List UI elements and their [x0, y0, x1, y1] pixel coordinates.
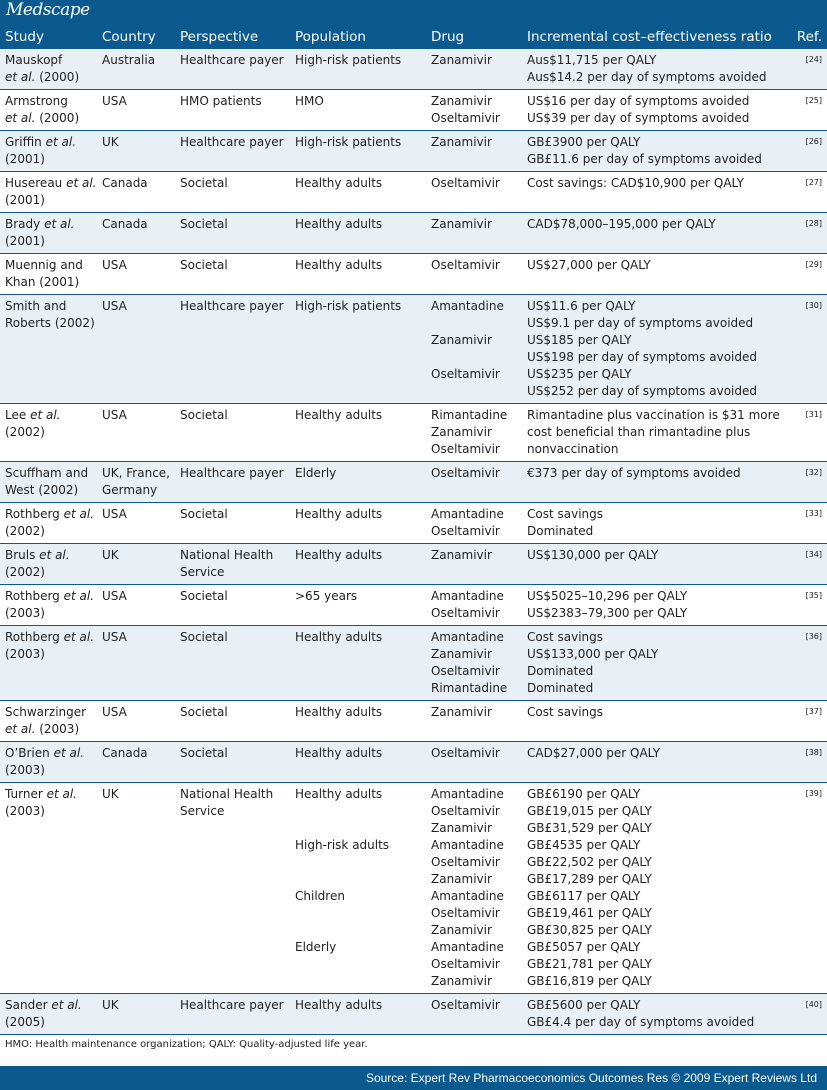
cell-icer: CAD$78,000–195,000 per QALY	[522, 213, 787, 254]
cell-drug: Zanamivir	[426, 131, 522, 172]
source-bar	[0, 1066, 827, 1090]
cell-country: USA	[97, 254, 175, 295]
cell-drug: Amantadine Zanamivir Oseltamivir	[426, 295, 522, 404]
cell-perspective: Healthcare payer	[175, 295, 290, 404]
cell-country: Canada	[97, 213, 175, 254]
cell-population: Healthy adults	[290, 213, 426, 254]
cell-study: Smith and Roberts (2002)	[0, 295, 97, 404]
table-row	[0, 701, 827, 742]
cell-population: HMO	[290, 90, 426, 131]
table-row	[0, 213, 827, 254]
cell-icer: CAD$27,000 per QALY	[522, 742, 787, 783]
cell-population: Healthy adults	[290, 404, 426, 462]
cell-icer: US$5025–10,296 per QALY US$2383–79,300 per QALY	[522, 585, 787, 626]
cell-drug: Amantadine Oseltamivir	[426, 503, 522, 544]
cell-population: Healthy adults High-risk adults Children Elderly	[290, 783, 426, 994]
header-study: Study	[0, 25, 97, 49]
cell-study: Griffin et al. (2001)	[0, 131, 97, 172]
cell-population: Healthy adults	[290, 994, 426, 1035]
cell-drug: Zanamivir Oseltamivir	[426, 90, 522, 131]
cell-ref: [30]	[787, 295, 827, 404]
cell-ref: [36]	[787, 626, 827, 701]
cell-study: Bruls et al. (2002)	[0, 544, 97, 585]
table-row	[0, 49, 827, 90]
cell-icer: Cost savings: CAD$10,900 per QALY	[522, 172, 787, 213]
cell-population: Healthy adults	[290, 701, 426, 742]
cell-population: Healthy adults	[290, 742, 426, 783]
cell-perspective: Societal	[175, 585, 290, 626]
cell-perspective: Healthcare payer	[175, 49, 290, 90]
cell-perspective: Societal	[175, 701, 290, 742]
cell-country: USA	[97, 701, 175, 742]
cell-country: UK	[97, 994, 175, 1035]
cell-icer: US$27,000 per QALY	[522, 254, 787, 295]
table-row	[0, 90, 827, 131]
cell-country: USA	[97, 585, 175, 626]
table-row	[0, 544, 827, 585]
cell-perspective: Healthcare payer	[175, 462, 290, 503]
cell-country: USA	[97, 295, 175, 404]
medscape-logo: Medscape	[6, 0, 90, 20]
cost-effectiveness-table	[0, 25, 827, 1035]
cell-icer: US$11.6 per QALY US$9.1 per day of symptoms avoided US$185 per QALY US$198 per day of symptoms avoided US$235 per QALY US$252 per day of symptoms avoided	[522, 295, 787, 404]
cell-icer: Cost savings US$133,000 per QALY Dominated Dominated	[522, 626, 787, 701]
cell-ref: [33]	[787, 503, 827, 544]
cell-perspective: Societal	[175, 404, 290, 462]
cell-study: Muennig and Khan (2001)	[0, 254, 97, 295]
cell-drug: Amantadine Zanamivir Oseltamivir Rimantadine	[426, 626, 522, 701]
cell-drug: Amantadine Oseltamivir Zanamivir Amantadine Oseltamivir Zanamivir Amantadine Oseltamivir Zanamivir Amantadine Oseltamivir Zanamivir	[426, 783, 522, 994]
table-footnote: HMO: Health maintenance organization; QALY: Quality-adjusted life year.	[5, 1039, 368, 1050]
cell-population: Healthy adults	[290, 254, 426, 295]
cell-study: Sander et al. (2005)	[0, 994, 97, 1035]
cell-study: Rothberg et al. (2002)	[0, 503, 97, 544]
cell-drug: Rimantadine Zanamivir Oseltamivir	[426, 404, 522, 462]
table-header-row	[0, 25, 827, 49]
cell-icer: Cost savings Dominated	[522, 503, 787, 544]
cell-perspective: Societal	[175, 254, 290, 295]
table-row	[0, 994, 827, 1035]
cell-icer: GB£5600 per QALY GB£4.4 per day of symptoms avoided	[522, 994, 787, 1035]
cell-study: Turner et al. (2003)	[0, 783, 97, 994]
source-text: Source: Expert Rev Pharmacoeconomics Outcomes Res © 2009 Expert Reviews Ltd	[365, 1071, 817, 1085]
cell-drug: Oseltamivir	[426, 462, 522, 503]
cell-perspective: National Health Service	[175, 783, 290, 994]
cell-country: UK	[97, 783, 175, 994]
cell-population: Healthy adults	[290, 544, 426, 585]
cell-population: Elderly	[290, 462, 426, 503]
table-row	[0, 254, 827, 295]
cell-perspective: Societal	[175, 503, 290, 544]
cell-country: Australia	[97, 49, 175, 90]
cell-ref: [28]	[787, 213, 827, 254]
cell-study: Armstrong et al. (2000)	[0, 90, 97, 131]
cell-drug: Zanamivir	[426, 49, 522, 90]
table-row	[0, 172, 827, 213]
cell-drug: Oseltamivir	[426, 254, 522, 295]
cell-drug: Zanamivir	[426, 213, 522, 254]
table-row	[0, 742, 827, 783]
cell-ref: [24]	[787, 49, 827, 90]
cell-perspective: Societal	[175, 626, 290, 701]
cell-perspective: Societal	[175, 172, 290, 213]
cell-icer: €373 per day of symptoms avoided	[522, 462, 787, 503]
cell-ref: [35]	[787, 585, 827, 626]
cell-population: Healthy adults	[290, 503, 426, 544]
cell-icer: US$130,000 per QALY	[522, 544, 787, 585]
cell-drug: Oseltamivir	[426, 994, 522, 1035]
header-icer: Incremental cost–effectiveness ratio	[522, 25, 787, 49]
cell-ref: [34]	[787, 544, 827, 585]
cell-ref: [25]	[787, 90, 827, 131]
cell-perspective: National Health Service	[175, 544, 290, 585]
cell-icer: US$16 per day of symptoms avoided US$39 per day of symptoms avoided	[522, 90, 787, 131]
header-ref: Ref.	[787, 25, 827, 49]
cell-ref: [37]	[787, 701, 827, 742]
cell-study: Brady et al. (2001)	[0, 213, 97, 254]
cell-study: Lee et al. (2002)	[0, 404, 97, 462]
cell-drug: Amantadine Oseltamivir	[426, 585, 522, 626]
cell-country: USA	[97, 503, 175, 544]
header-population: Population	[290, 25, 426, 49]
header-country: Country	[97, 25, 175, 49]
table-row	[0, 462, 827, 503]
table-row	[0, 626, 827, 701]
cell-study: O’Brien et al. (2003)	[0, 742, 97, 783]
cell-icer: GB£6190 per QALY GB£19,015 per QALY GB£31,529 per QALY GB£4535 per QALY GB£22,502 per QALY GB£17,289 per QALY GB£6117 per QALY GB£19,461 per QALY GB£30,825 per QALY GB£5057 per QALY GB£21,781 per QALY GB£16,819 per QALY	[522, 783, 787, 994]
cell-study: Scuffham and West (2002)	[0, 462, 97, 503]
cell-drug: Oseltamivir	[426, 742, 522, 783]
cell-population: Healthy adults	[290, 172, 426, 213]
cell-country: UK, France, Germany	[97, 462, 175, 503]
cell-ref: [40]	[787, 994, 827, 1035]
cell-country: USA	[97, 90, 175, 131]
table-row	[0, 783, 827, 994]
cell-study: Mauskopf et al. (2000)	[0, 49, 97, 90]
cell-drug: Oseltamivir	[426, 172, 522, 213]
cell-country: USA	[97, 626, 175, 701]
cell-population: High-risk patients	[290, 49, 426, 90]
cell-population: >65 years	[290, 585, 426, 626]
cell-icer: Rimantadine plus vaccination is $31 more cost beneficial than rimantadine plus nonvaccination	[522, 404, 787, 462]
table-body	[0, 49, 827, 1035]
table-row	[0, 404, 827, 462]
table-row	[0, 585, 827, 626]
cell-perspective: Societal	[175, 213, 290, 254]
cell-study: Schwarzinger et al. (2003)	[0, 701, 97, 742]
table-row	[0, 295, 827, 404]
cell-perspective: Healthcare payer	[175, 994, 290, 1035]
cell-icer: Aus$11,715 per QALY Aus$14.2 per day of symptoms avoided	[522, 49, 787, 90]
cell-ref: [29]	[787, 254, 827, 295]
cell-country: Canada	[97, 742, 175, 783]
cell-study: Rothberg et al. (2003)	[0, 585, 97, 626]
table-row	[0, 503, 827, 544]
cell-study: Husereau et al. (2001)	[0, 172, 97, 213]
header-drug: Drug	[426, 25, 522, 49]
cell-population: Healthy adults	[290, 626, 426, 701]
cell-drug: Zanamivir	[426, 544, 522, 585]
cell-ref: [27]	[787, 172, 827, 213]
cell-country: USA	[97, 404, 175, 462]
cell-country: UK	[97, 131, 175, 172]
cell-perspective: Societal	[175, 742, 290, 783]
header-perspective: Perspective	[175, 25, 290, 49]
cell-ref: [39]	[787, 783, 827, 994]
cell-country: UK	[97, 544, 175, 585]
cell-perspective: Healthcare payer	[175, 131, 290, 172]
cell-population: High-risk patients	[290, 131, 426, 172]
top-banner	[0, 0, 827, 25]
cell-ref: [38]	[787, 742, 827, 783]
table-row	[0, 131, 827, 172]
cell-ref: [32]	[787, 462, 827, 503]
cell-icer: GB£3900 per QALY GB£11.6 per day of symptoms avoided	[522, 131, 787, 172]
cell-drug: Zanamivir	[426, 701, 522, 742]
cell-population: High-risk patients	[290, 295, 426, 404]
cell-country: Canada	[97, 172, 175, 213]
cell-study: Rothberg et al. (2003)	[0, 626, 97, 701]
cell-perspective: HMO patients	[175, 90, 290, 131]
cell-ref: [31]	[787, 404, 827, 462]
cell-icer: Cost savings	[522, 701, 787, 742]
cell-ref: [26]	[787, 131, 827, 172]
